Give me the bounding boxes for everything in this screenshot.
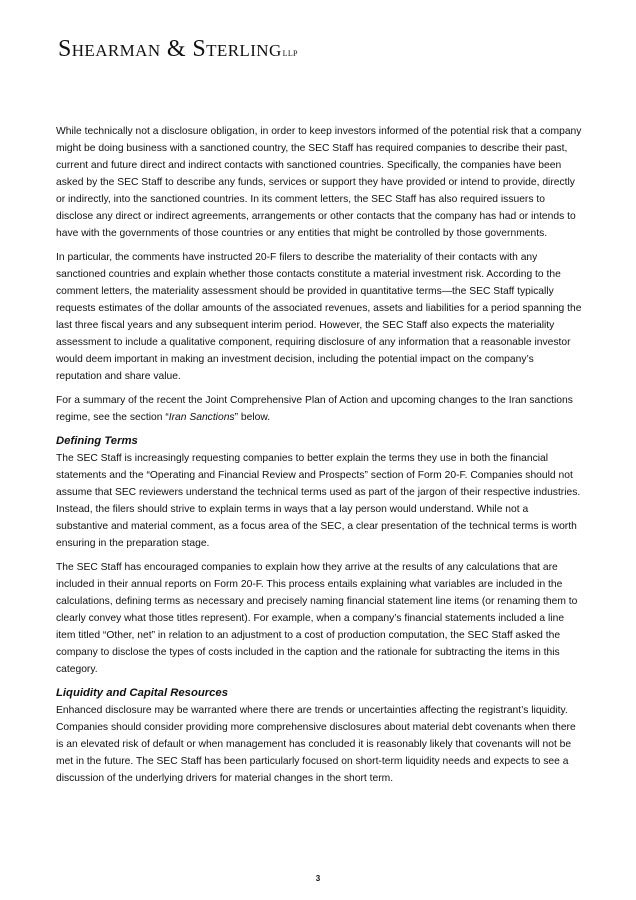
logo-name-part2: Sterling: [192, 36, 282, 62]
logo-ampersand: &: [160, 36, 193, 62]
logo-suffix: LLP: [282, 49, 298, 58]
logo-name-part1: Shearman: [58, 36, 161, 62]
body-paragraph: The SEC Staff has encouraged companies to explain how they arrive at the results of any calculations that are included in their annual reports on Form 20-F. This process entails explaining what variables are included in the calculations, defining terms as necessary and precisely naming financial statement line items (or renaming them to clearly convey what those titles represent). For example, when a company’s financial statements included a line item titled “Other, net” in relation to an adjustment to a cost of production computation, the SEC Staff asked the company to disclose the types of costs included in the caption and the rationale for subtracting the items in this category.: [56, 562, 578, 675]
summary-paragraph: [56, 392, 582, 426]
body-paragraph: The SEC Staff is increasingly requesting companies to better explain the terms they use in both the financial statements and the “Operating and Financial Review and Prospects” section of Form 20-F. Companies should not assume that SEC reviewers understand the technical terms used as part of the jargon of their respective industries. Instead, the filers should strive to explain terms in ways that a lay person would understand. While not a substantive and material comment, as a focus area of the SEC, a clear presentation of the technical terms is worth ensuring in the preparation stage.: [56, 453, 581, 549]
page-number: 3: [315, 874, 321, 883]
section-reference: Iran Sanctions: [168, 412, 235, 423]
document-body: [56, 123, 582, 794]
firm-logo: [58, 36, 298, 63]
body-paragraph: While technically not a disclosure obligation, in order to keep investors informed of the potential risk that a company might be doing business with a sanctioned country, the SEC Staff has required companies to describe their past, current and future direct and indirect contacts with sanctioned countries. Specifically, the companies have been asked by the SEC Staff to describe any funds, services or support they have provided or intend to provide, directly or indirectly, into the sanctioned countries. In its comment letters, the SEC Staff has also required issuers to disclose any direct or indirect agreements, arrangements or other contacts that the company has had or intends to have with the governments of those countries or any entities that might be controlled by those governments.: [56, 126, 582, 239]
section-heading-defining-terms: Defining Terms: [56, 435, 138, 447]
summary-text-before: For a summary of the recent the Joint Comprehensive Plan of Action and upcoming changes to the Iran sanctions regime, see the section “: [56, 395, 573, 423]
body-paragraph: In particular, the comments have instructed 20-F filers to describe the materiality of their contacts with any sanctioned countries and explain whether those contacts constitute a material investment risk. According to the comment letters, the materiality assessment should be provided in quantitative terms—the SEC Staff typically requests estimates of the dollar amounts of the associated revenues, assets and liabilities for a period spanning the last three fiscal years and any subsequent interim period. However, the SEC Staff also expects the materiality assessment to include a qualitative component, requiring disclosure of any information that a reasonable investor would deem important in making an investment decision, including the potential impact on the company’s reputation and share value.: [56, 252, 582, 382]
body-paragraph: Enhanced disclosure may be warranted where there are trends or uncertainties affecting the registrant’s liquidity. Companies should consider providing more comprehensive disclosures about material debt covenants when there is an elevated risk of default or when management has concluded it is reasonably likely that covenants will not be met in the future. The SEC Staff has been particularly focused on short-term liquidity needs and expects to see a discussion of the underlying drivers for material changes in the short term.: [56, 705, 576, 784]
section-heading-liquidity: Liquidity and Capital Resources: [56, 687, 228, 699]
summary-text-after: ” below.: [234, 412, 271, 423]
